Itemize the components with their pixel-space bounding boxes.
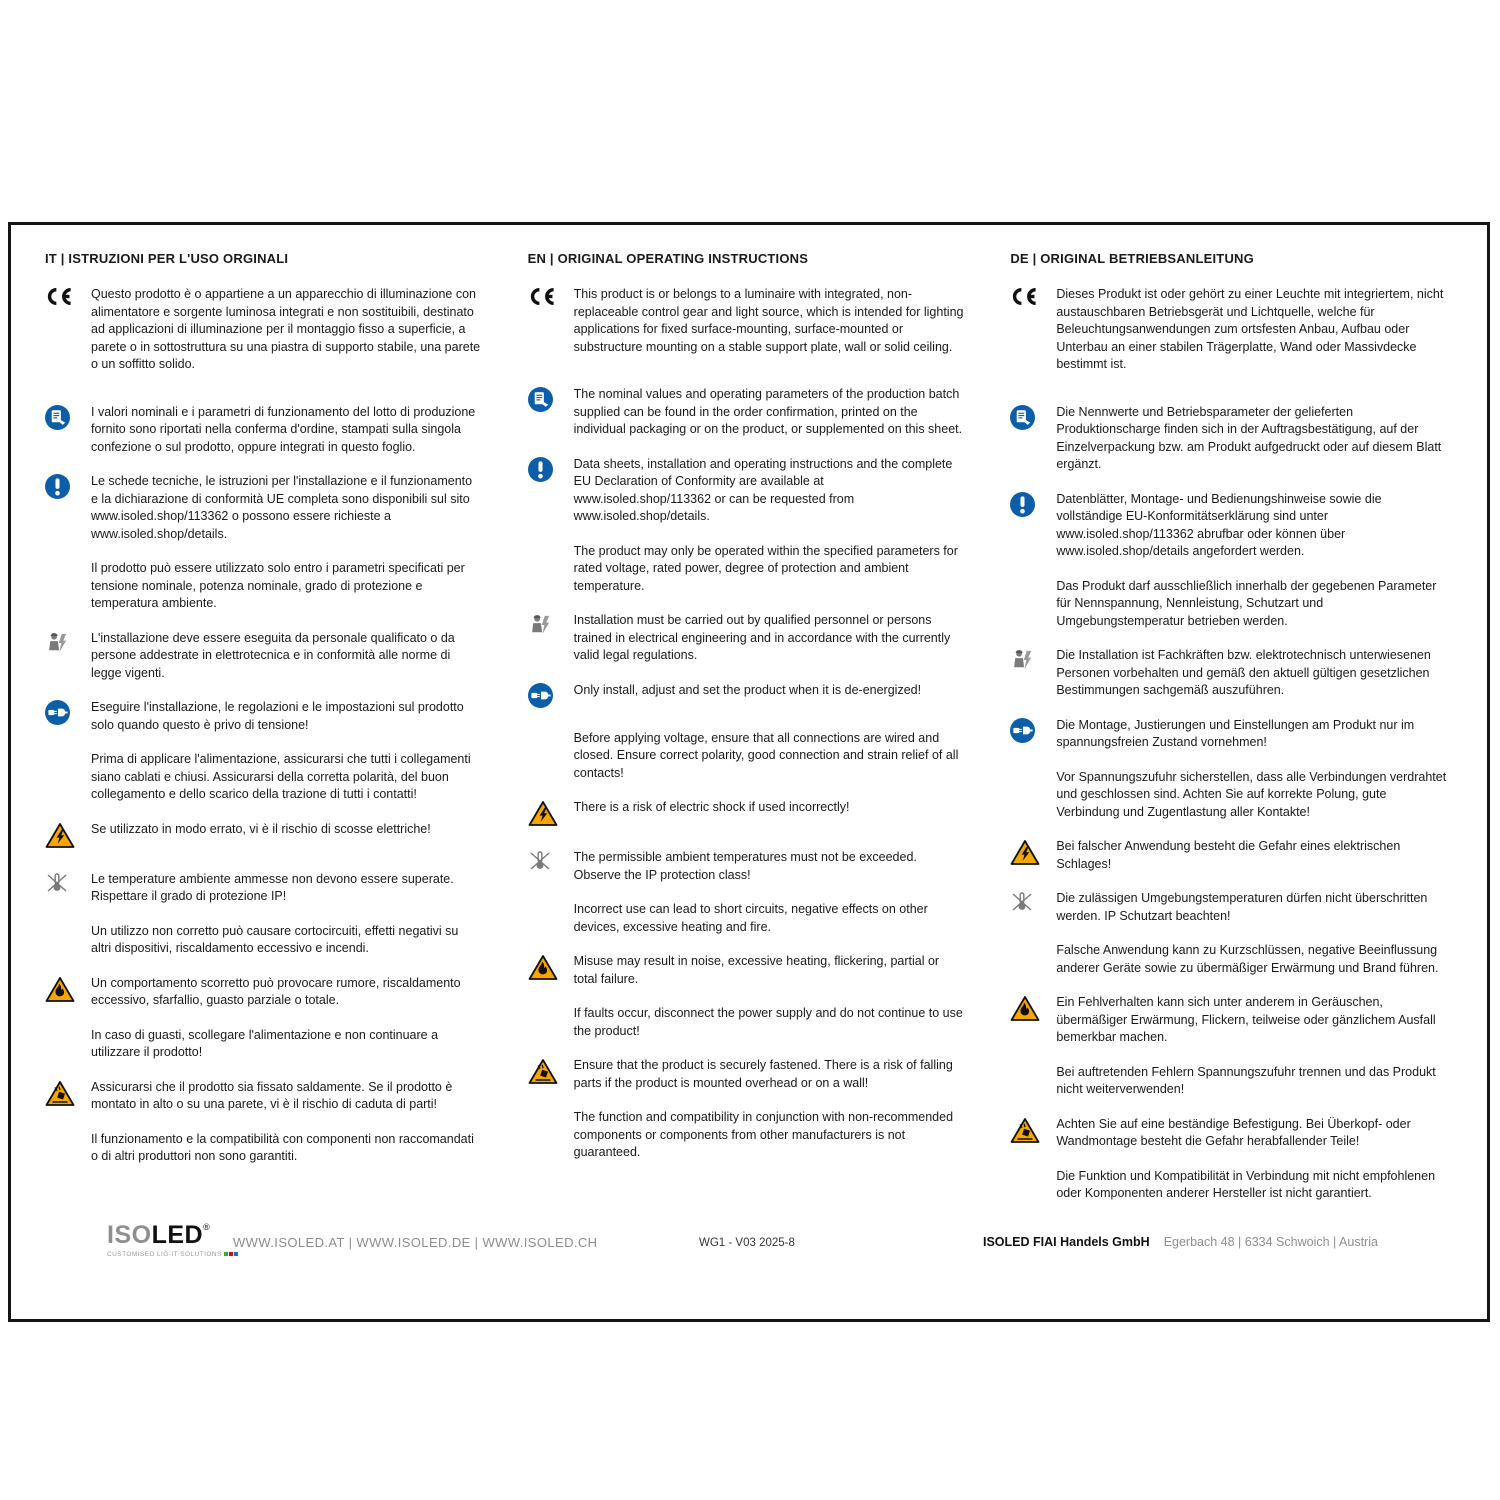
instruction-text: Bei auftretenden Fehlern Spannungszufuhr trennen und das Produkt nicht weiterverwenden! [1056,1064,1436,1096]
instruction-row [528,1057,965,1092]
instruction-text: Die Nennwerte und Betriebsparameter der gelieferten Produktionscharge finden sich in der Auftragsbestätigung, auf der Einzelverpackung bzw. am Produkt aufgedruckt oder auf diesem Blatt ergänzt. [1056,404,1442,471]
instruction-row [528,682,965,713]
instruction-text: Bei falscher Anwendung besteht die Gefahr eines elektrischen Schlages! [1056,839,1401,871]
instruction-row [45,871,482,906]
instruction-row [528,953,965,988]
electric-shock-warning-icon [1010,838,1056,873]
ce-mark-icon [528,286,574,356]
company-address: Egerbach 48 | 6334 Schwoich | Austria [1163,1235,1378,1249]
instruction-text: The product may only be operated within the specified parameters for rated voltage, rated power, degree of protection and ambient temperature. [573,543,958,593]
disconnect-power-icon [1010,717,1056,752]
instruction-row [1010,769,1447,822]
instruction-text: Only install, adjust and set the product when it is de-energized! [573,682,922,697]
instruction-text: Achten Sie auf eine beständige Befestigung. Bei Überkopf- oder Wandmontage besteht die Gefahr herabfallender Teile! [1056,1116,1411,1148]
instruction-text: The function and compatibility in conjunction with non-recommended components or components from other manufacturers is not guaranteed. [573,1110,954,1159]
instruction-text: Das Produkt darf ausschließlich innerhalb der gegebenen Parameter für Nennspannung, Nennleistung, Schutzart und Umgebungstemperatur betrieben werden. [1056,578,1437,628]
instruction-row [528,799,965,832]
instruction-row [45,1131,482,1166]
instruction-row [528,901,965,936]
instruction-text: The nominal values and operating parameters of the production batch supplied can be found in the order confirmation, printed on the individual packaging or on the product, or supplemented on this sheet. [573,387,963,436]
instruction-row [1010,942,1447,977]
instruction-row [1010,1064,1447,1099]
instruction-text: Die Montage, Justierungen und Einstellungen am Produkt nur im spannungsfreien Zustand vornehmen! [1056,717,1415,749]
footer-company [983,1235,1378,1249]
instruction-row [528,849,965,884]
footer-websites: WWW.ISOLED.AT | WWW.ISOLED.DE | WWW.ISOLED.CH [233,1235,598,1250]
icon-spacer [45,560,91,613]
instruction-text: Misuse may result in noise, excessive heating, flickering, partial or total failure. [573,954,940,986]
icon-spacer [1010,942,1056,977]
instruction-row [1010,1116,1447,1151]
instruction-text: In caso di guasti, scollegare l'alimentazione e non continuare a utilizzare il prodotto! [91,1027,439,1059]
instruction-row [45,751,482,804]
documentation-info-icon [1010,491,1056,561]
instruction-row [528,386,965,439]
instruction-row [1010,647,1447,700]
instruction-text: Un utilizzo non corretto può causare cortocircuiti, effetti negativi su altri dispositivi, riscaldamento eccessivo e incendi. [91,923,459,955]
qualified-personnel-icon [528,612,574,665]
instruction-row [528,612,965,665]
instruction-row [1010,578,1447,631]
instruction-text: There is a risk of electric shock if used incorrectly! [573,800,850,814]
icon-spacer [528,1005,574,1040]
sheet-footer [11,1223,1487,1273]
instruction-row [1010,890,1447,925]
order-confirmation-icon [45,404,91,457]
instruction-row [45,404,482,457]
icon-spacer [1010,769,1056,822]
instruction-row [45,630,482,683]
instruction-text: This product is or belongs to a luminaire with integrated, non-replaceable control gear and light source, which is intended for lighting applications for fixed surface-mounting, surface-mounted or substructure mounting on a stable support plate, wall or solid ceiling. [573,287,964,354]
documentation-info-icon [528,456,574,526]
instruction-text: Data sheets, installation and operating instructions and the complete EU Declaration of Conformity are available at www.isoled.shop/113362 or can be requested from www.isoled.shop/details. [573,456,953,523]
instruction-text: Die Funktion und Kompatibilität in Verbindung mit nicht empfohlenen oder Komponenten anderer Hersteller ist nicht garantiert. [1056,1168,1436,1200]
instruction-row [45,975,482,1010]
logo-tagline [107,1251,239,1258]
icon-spacer [45,1027,91,1062]
instruction-row [528,543,965,596]
order-confirmation-icon [528,386,574,439]
instruction-text: Le temperature ambiente ammesse non devono essere superate. Rispettare il grado di protezione IP! [91,871,454,903]
fire-hazard-warning-icon [1010,994,1056,1047]
instruction-row [45,699,482,734]
instruction-text: Prima di applicare l'alimentazione, assicurarsi che tutti i collegamenti siano cablati e chiusi. Assicurarsi della corretta polarità, del buon collegamento e dello scarico della trazione di tutti i contatti! [91,752,471,801]
electric-shock-warning-icon [45,821,91,854]
instruction-row [1010,491,1447,561]
temperature-limit-icon [528,849,574,884]
instruction-text: If faults occur, disconnect the power supply and do not continue to use the product! [573,1006,963,1038]
column-de [1010,251,1447,1220]
instruction-text: Se utilizzato in modo errato, vi è il rischio di scosse elettriche! [91,821,431,836]
instruction-row [1010,286,1447,374]
isoled-logo-wordmark [107,1223,239,1248]
instruction-text: Die Installation ist Fachkräften bzw. elektrotechnisch unterwiesenen Personen vorbehalten und gemäß den aktuell gültigen gesetzlichen Bestimmungen sachgemäß auszuführen. [1056,648,1431,697]
column-header-de: DE | ORIGINAL BETRIEBSANLEITUNG [1010,251,1254,266]
ce-mark-icon [45,286,91,374]
logo-iso-part: ISO [107,1221,152,1249]
column-it [45,251,482,1220]
instruction-row [528,456,965,526]
column-en [528,251,965,1220]
column-header-it: IT | ISTRUZIONI PER L'USO ORGINALI [45,251,289,266]
temperature-limit-icon [1010,890,1056,925]
instruction-text: Un comportamento scorretto può provocare rumore, riscaldamento eccessivo, sfarfallio, guasto parziale o totale. [91,975,461,1007]
icon-spacer [45,751,91,804]
qualified-personnel-icon [1010,647,1056,700]
instruction-row [45,560,482,613]
instruction-text: Before applying voltage, ensure that all connections are wired and closed. Ensure correct polarity, good connection and strain relief of all contacts! [573,730,959,780]
instruction-row [528,1005,965,1040]
electric-shock-warning-icon [528,799,574,832]
icon-spacer [528,543,574,596]
instruction-text: Il funzionamento e la compatibilità con componenti non raccomandati o di altri produttori non sono garantiti. [91,1131,474,1163]
instruction-row [45,473,482,543]
icon-spacer [45,1131,91,1166]
order-confirmation-icon [1010,404,1056,474]
instruction-text: The permissible ambient temperatures must not be exceeded. Observe the IP protection class! [573,850,917,882]
icon-spacer [1010,578,1056,631]
instruction-text: Il prodotto può essere utilizzato solo entro i parametri specificati per tensione nominale, potenza nominale, grado di protezione e temperatura ambiente. [91,561,465,610]
logo-led-part: LED [151,1221,204,1249]
icon-spacer [528,901,574,936]
company-name: ISOLED FIAI Handels GmbH [983,1235,1150,1249]
language-columns [11,225,1487,1220]
instruction-row [45,1027,482,1062]
falling-parts-warning-icon [528,1057,574,1092]
falling-parts-warning-icon [45,1079,91,1114]
documentation-info-icon [45,473,91,543]
icon-spacer [1010,1168,1056,1203]
icon-spacer [45,923,91,958]
instruction-row [45,1079,482,1114]
instruction-text: Eseguire l'installazione, le regolazioni e le impostazioni sul prodotto solo quando questo è privo di tensione! [91,700,464,732]
instruction-row [1010,994,1447,1047]
logo-tagline-text: CUSTOMISED LIG-IT SOLUTIONS [107,1251,222,1258]
instruction-text: L'installazione deve essere eseguita da personale qualificato o da persone addestrate in elettrotecnica e in conformità alle norme di legge vigenti. [91,630,455,680]
instruction-text: Questo prodotto è o appartiene a un apparecchio di illuminazione con alimentatore e sorgente luminosa integrati e non sostituibili, destinato ad applicazioni di illuminazione per il montaggio fisso a superficie, a parete o in sottostruttura su una piastra di supporto stabile, una parete o un soffitto solido. [91,287,481,371]
ce-mark-icon [1010,286,1056,374]
instruction-row [1010,1168,1447,1203]
instruction-text: Falsche Anwendung kann zu Kurzschlüssen, negative Beeinflussung anderer Geräte sowie zu übermäßiger Erwärmung und Brand führen. [1056,943,1439,975]
footer-version: WG1 - V03 2025-8 [699,1237,795,1249]
instruction-row [45,923,482,958]
icon-spacer [528,1109,574,1162]
instruction-text: Le schede tecniche, le istruzioni per l'installazione e il funzionamento e la dichiarazione di conformità UE completa sono disponibili sul sito www.isoled.shop/113362 o possono essere richieste a www.isoled.shop/details. [91,474,473,541]
instruction-text: I valori nominali e i parametri di funzionamento del lotto di produzione fornito sono riportati nella conferma d'ordine, stampati sulla singola confezione o sul prodotto, oppure integrati in questo foglio. [91,404,476,454]
instruction-text: Incorrect use can lead to short circuits, negative effects on other devices, excessive heating and fire. [573,902,928,934]
icon-spacer [1010,1064,1056,1099]
temperature-limit-icon [45,871,91,906]
icon-spacer [528,730,574,783]
qualified-personnel-icon [45,630,91,683]
logo-color-dots [224,1251,239,1258]
instruction-row [1010,838,1447,873]
disconnect-power-icon [528,682,574,713]
instruction-row [528,730,965,783]
instruction-row [528,286,965,356]
falling-parts-warning-icon [1010,1116,1056,1151]
instruction-text: Installation must be carried out by qualified personnel or persons trained in electrical engineering and in accordance with the currently valid legal regulations. [573,613,951,662]
instruction-row [45,821,482,854]
instruction-text: Die zulässigen Umgebungstemperaturen dürfen nicht überschritten werden. IP Schutzart beachten! [1056,891,1428,923]
instruction-text: Dieses Produkt ist oder gehört zu einer Leuchte mit integriertem, nicht austauschbaren Betriebsgerät und Lichtquelle, welche für Beleuchtungsanwendungen zum ortsfesten Anbau, Aufbau oder Unterbau an einer stabilen Trägerplatte, Wand oder Massivdecke bestimmt ist. [1056,287,1444,371]
instruction-row [1010,404,1447,474]
instruction-row [45,286,482,374]
isoled-logo [107,1223,239,1258]
disconnect-power-icon [45,699,91,734]
registered-trademark-symbol: ® [203,1222,211,1232]
instruction-sheet [8,222,1490,1322]
column-header-en: EN | ORIGINAL OPERATING INSTRUCTIONS [527,251,809,266]
instruction-row [528,1109,965,1162]
instruction-text: Ein Fehlverhalten kann sich unter anderem in Geräuschen, übermäßiger Erwärmung, Flickern, teilweise oder gänzlichem Ausfall bemerkbar machen. [1056,995,1436,1044]
fire-hazard-warning-icon [528,953,574,988]
instruction-text: Vor Spannungszufuhr sicherstellen, dass alle Verbindungen verdrahtet und geschlossen sind. Achten Sie auf korrekte Polung, gute Verbindung und Zugentlastung aller Kontakte! [1056,769,1447,819]
instruction-text: Assicurarsi che il prodotto sia fissato saldamente. Se il prodotto è montato in alto o su una parete, vi è il rischio di caduta di parti! [91,1079,453,1111]
instruction-text: Datenblätter, Montage- und Bedienungshinweise sowie die vollständige EU-Konformitätserklärung sind unter www.isoled.shop/113362 abrufbar oder können über www.isoled.shop/details angefordert werden. [1056,491,1382,558]
instruction-text: Ensure that the product is securely fastened. There is a risk of falling parts if the product is mounted overhead or on a wall! [573,1058,953,1090]
fire-hazard-warning-icon [45,975,91,1010]
instruction-row [1010,717,1447,752]
